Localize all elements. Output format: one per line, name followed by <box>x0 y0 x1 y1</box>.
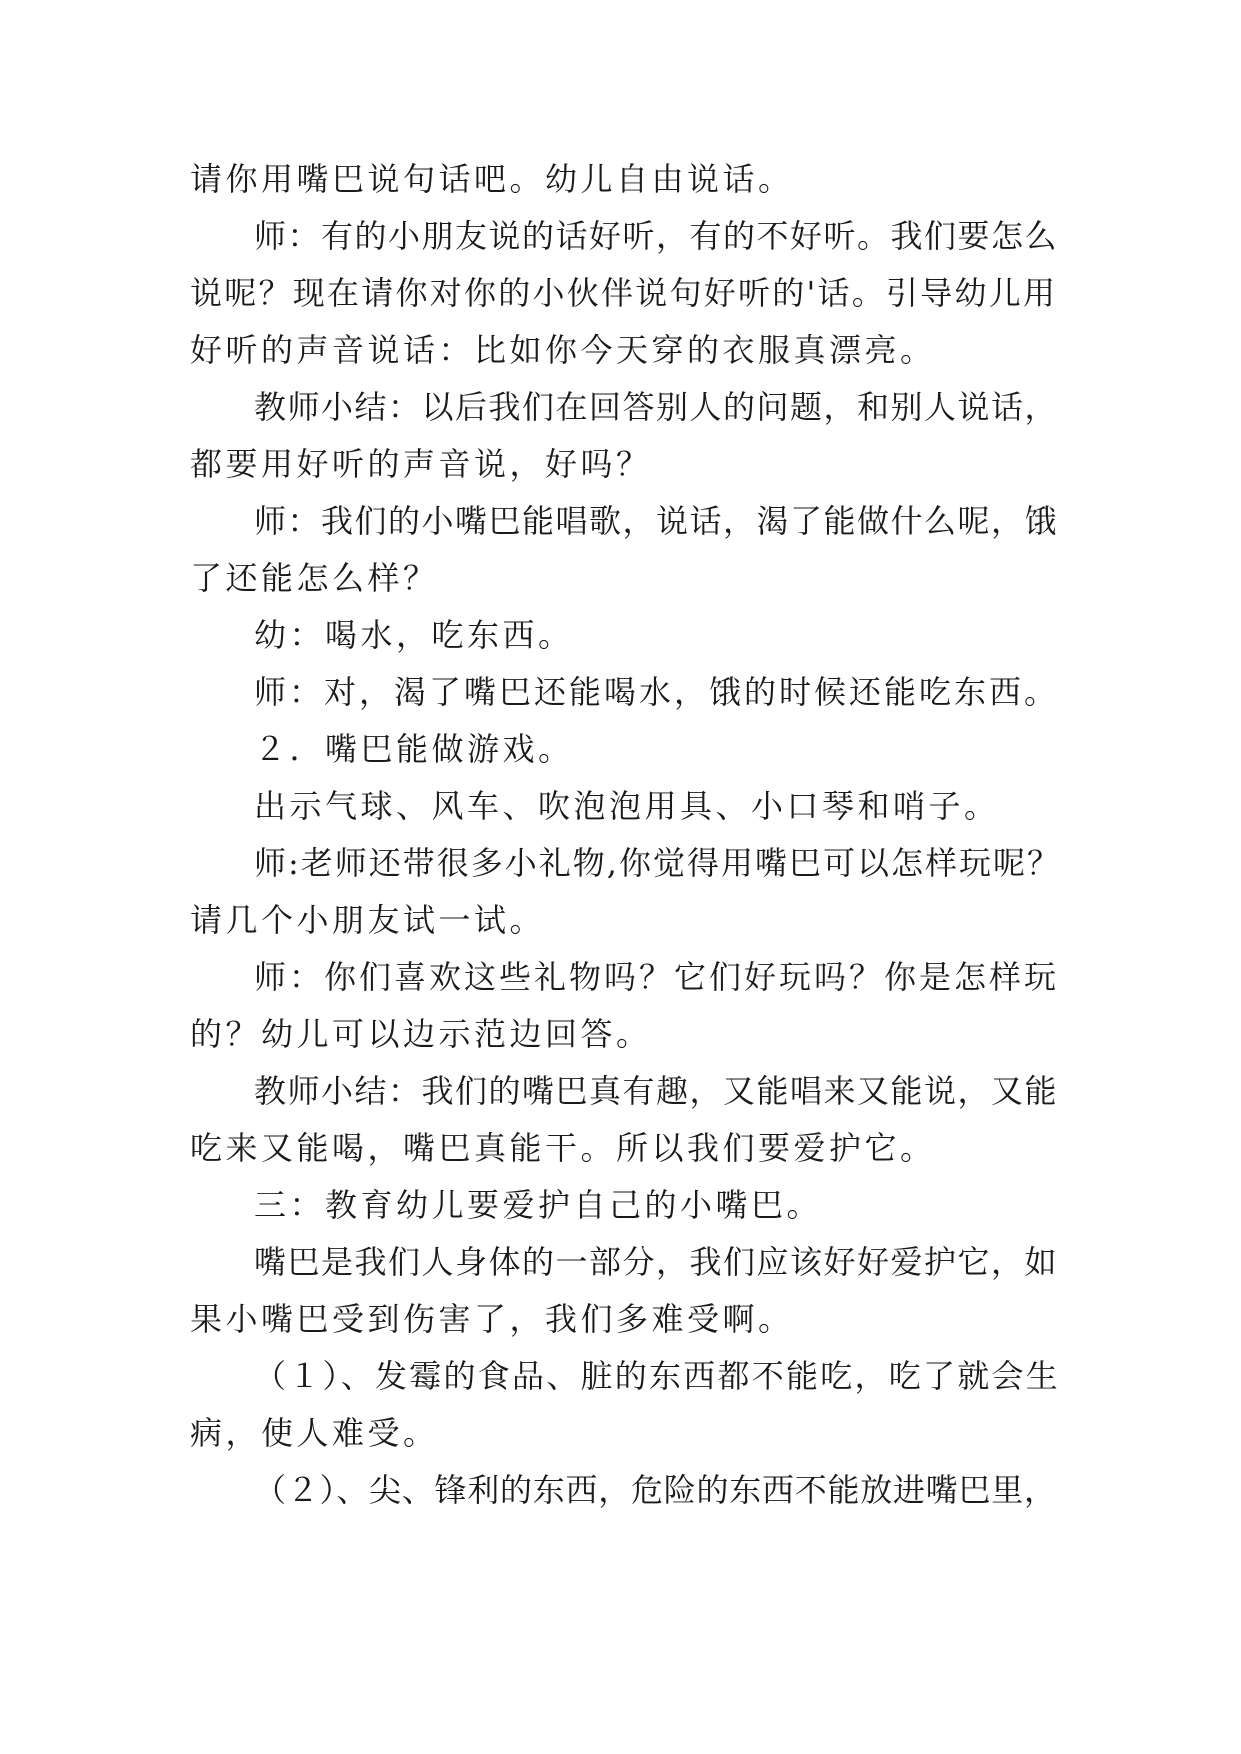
text-line: 病，使人难受。 <box>190 1414 439 1452</box>
text-line: 师：我们的小嘴巴能唱歌，说话，渴了能做什么呢，饿 <box>254 502 1059 540</box>
text-line: 的？幼儿可以边示范边回答。 <box>190 1015 652 1053</box>
text-line: 都要用好听的声音说，好吗？ <box>190 445 652 483</box>
text-line: 吃来又能喝，嘴巴真能干。所以我们要爱护它。 <box>190 1129 936 1167</box>
text-line: 师：你们喜欢这些礼物吗？它们好玩吗？你是怎样玩 <box>254 958 1060 996</box>
text-line: 师：有的小朋友说的话好听，有的不好听。我们要怎么 <box>254 217 1059 255</box>
text-line: 好听的声音说话：比如你今天穿的衣服真漂亮。 <box>190 331 936 369</box>
section-heading: 三：教育幼儿要爱护自己的小嘴巴。 <box>254 1186 823 1224</box>
list-item: （１）、发霉的食品、脏的东西都不能吃，吃了就会生 <box>254 1357 1061 1395</box>
text-line: 出示气球、风车、吹泡泡用具、小口琴和哨子。 <box>254 787 1000 825</box>
text-line: 师:老师还带很多小礼物,你觉得用嘴巴可以怎样玩呢？ <box>254 844 1061 882</box>
list-item: （２）、尖、锋利的东西，危险的东西不能放进嘴巴里， <box>254 1471 1057 1509</box>
text-line: 请你用嘴巴说句话吧。幼儿自由说话。 <box>190 160 794 198</box>
text-line: 幼：喝水，吃东西。 <box>254 616 574 654</box>
text-line: 了还能怎么样？ <box>190 559 439 597</box>
text-line: 教师小结：我们的嘴巴真有趣，又能唱来又能说，又能 <box>254 1072 1059 1110</box>
text-line: 果小嘴巴受到伤害了，我们多难受啊。 <box>190 1300 794 1338</box>
text-line: 教师小结：以后我们在回答别人的问题，和别人说话， <box>254 388 1059 426</box>
text-line: 说呢？现在请你对你的小伙伴说句好听的'话。引导幼儿用 <box>190 274 1058 312</box>
text-line: 师：对，渴了嘴巴还能喝水，饿的时候还能吃东西。 <box>254 673 1060 711</box>
text-line: 嘴巴是我们人身体的一部分，我们应该好好爱护它，如 <box>254 1243 1059 1281</box>
section-heading: ２．嘴巴能做游戏。 <box>254 730 574 768</box>
text-line: 请几个小朋友试一试。 <box>190 901 546 939</box>
